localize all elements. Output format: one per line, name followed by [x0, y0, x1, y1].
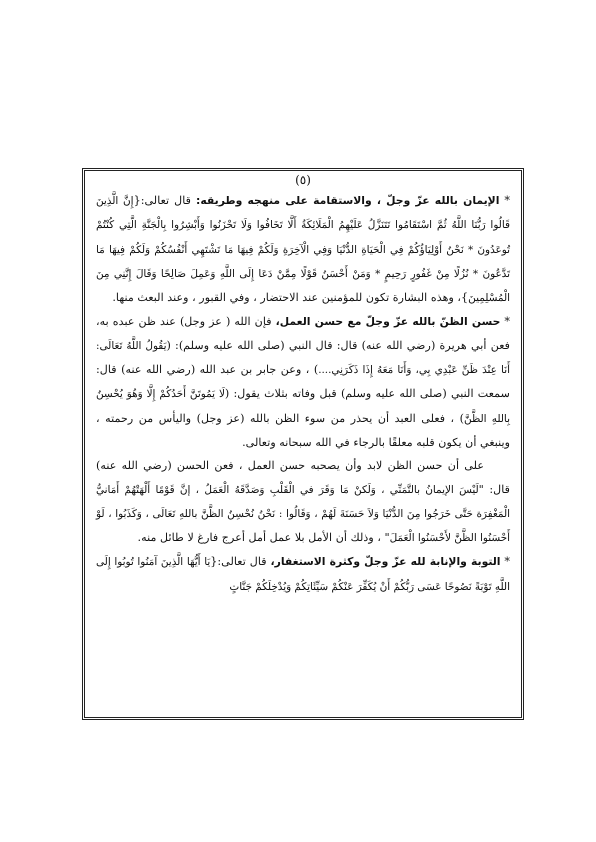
page-content: [96, 172, 510, 599]
text-segment: ) ، فعلى العبد أن يحذر من سوء الظن بالله (عز وجل) واليأس من رحمته ، وينبغي أن يكون قلبه معلقًا بالرجاء في الله سبحانه وتعالى.: [96, 411, 510, 449]
quran-verse-tahrim: يَا أَيُّهَا الَّذِينَ آمَنُوا تُوبُوا إِلَى اللَّهِ تَوْبَةً نَصُوحًا عَسَى رَبُّكُمْ أَنْ يُكَفِّرَ عَنْكُمْ سَيِّئَاتِكُمْ وَيُدْخِلَكُمْ جَنَّاتٍ: [96, 556, 510, 593]
paragraph-repentance: [96, 550, 510, 599]
text-segment: فإن الله ( عز وجل) عند ظن عبده به، فعن أبي هريرة (رضي الله عنه) قال: قال النبي (صلى الله عليه وسلم): (: [96, 315, 510, 352]
text-segment: ) ، وعن جابر بن عبد الله (رضي الله عنه) قال: سمعت النبي (صلى الله عليه وسلم) قبل وفاته بثلاث يقول: (: [96, 363, 510, 401]
paragraph-good-thought: [96, 310, 510, 454]
paragraph-hasan-quote: [96, 454, 510, 550]
bullet-star: *: [499, 194, 510, 207]
hadith-jabir: لَا يَمُوتَنَّ أَحَدُكُمْ إِلَّا وَهُوَ يُحْسِنُ بِاللهِ الظَّنَّ: [96, 388, 510, 425]
paragraph-faith-steadfastness: [96, 189, 510, 310]
heading-good-thought: حسن الظنّ بالله عزّ وجلّ مع حسن العمل،: [275, 315, 501, 329]
page-number: (٥): [295, 173, 311, 187]
bullet-star: *: [500, 555, 511, 569]
paragraph-tail: }، وهذه البشارة تكون للمؤمنين عند الاحتضار ، وفي القبور ، وعند البعث منها.: [112, 291, 469, 305]
verse-intro: قال تعالى:{: [133, 194, 196, 207]
hasan-basri-quote: لَيْسَ الإيمانُ بالتَّمَنِّي ، وَلَكنْ مَا وَقَرَ في الْقَلْبِ وَصَدَّقَهُ الْعَمَلُ ، إنَّ قَوْمًا أَلْهَتْهُمْ أَمَانيُّ الْمَغْفِرَة حَتَّى خَرَجُوا مِنَ الدُّنْيَا وَلاَ حَسَنَةَ لَهُمْ ، وَقَالُوا : نَحْنُ نُحْسِنُ الظَّنَّ باللهِ تَعَالَى ، وَكَذَبُوا ، لَوْ أَحْسَنُوا الظَّنَّ لأَحْسَنُوا الْعَمَلَ: [96, 483, 510, 545]
heading-faith-steadfastness: الإيمان بالله عزّ وجلّ ، والاستقامة على منهجه وطريقه:: [196, 194, 500, 207]
text-segment: على أن حسن الظن لابد وأن يصحبه حسن العمل ، فعن الحسن (رضي الله عنه) قال: ": [96, 459, 511, 496]
hadith-qudsi: يَقُولُ اللَّهُ تَعَالَى: أَنَا عِنْدَ ظَنِّ عَبْدِي بِي، وَأَنَا مَعَهُ إِذَا ذَكَرَنِي....: [96, 339, 510, 377]
verse-intro: قال تعالى:{: [210, 555, 271, 569]
quran-verse-fussilat: إِنَّ الَّذِينَ قَالُوا رَبُّنَا اللَّهُ ثُمَّ اسْتَقَامُوا تَتَنَزَّلُ عَلَيْهِمُ الْمَلَائِكَةُ أَلَّا تَخَافُوا وَلَا تَحْزَنُوا وَأَبْشِرُوا بِالْجَنَّةِ الَّتِي كُنْتُمْ تُوعَدُونَ * نَحْنُ أَوْلِيَاؤُكُمْ فِي الْحَيَاةِ الدُّنْيَا وَفِي الْآخِرَةِ وَلَكُمْ فِيهَا مَا تَشْتَهِي أَنْفُسُكُمْ وَلَكُمْ فِيهَا مَا تَدَّعُونَ * نُزُلًا مِنْ غَفُورٍ رَحِيمٍ * وَمَنْ أَحْسَنُ قَوْلًا مِمَّنْ دَعَا إِلَى اللَّهِ وَعَمِلَ صَالِحًا وَقَالَ إِنَّنِي مِنَ الْمُسْلِمِينَ: [96, 195, 510, 305]
heading-repentance: التوبة والإنابة لله عزّ وجلّ وكثرة الاستغفار،: [270, 555, 501, 569]
text-segment: " ، وذلك أن الأمل بلا عمل أمل أعرج فارغ لا طائل منه.: [137, 531, 390, 545]
bullet-star: *: [500, 315, 511, 329]
